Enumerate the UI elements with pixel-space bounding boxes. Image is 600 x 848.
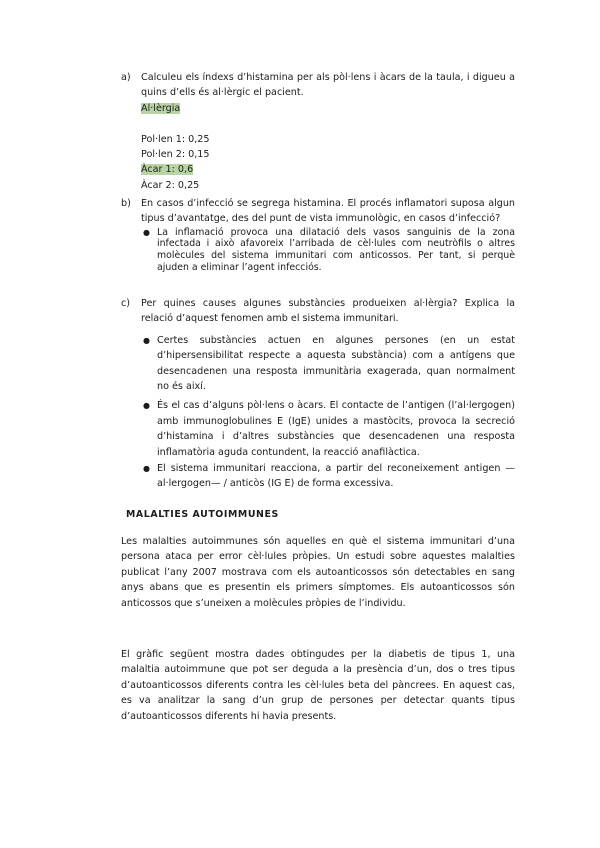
question-c-text: Per quines causes algunes substàncies produeixen al·lèrgia? Explica la relació d’aquest fenomen amb el sistema immunitari.: [141, 298, 515, 325]
question-c-label: c): [121, 298, 131, 309]
list-item: ● El sistema immunitari reacciona, a partir del reconeixement antigen —al·lergogen— / anticòs (IG E) de forma excessiva.: [143, 463, 515, 490]
section-paragraph-2: El gràfic següent mostra dades obtingudes per la diabetis de tipus 1, una malaltia autoimmune que pot ser deguda a la presència d’un, dos o tres tipus d’autoanticossos diferents contra les cèl·lules beta del pàncrees. En aquest cas, es va analitzar la sang d’un grup de persones per detectar quants tipus d’autoanticossos diferents hi havia presents.: [121, 649, 515, 722]
question-b-label: b): [121, 198, 131, 209]
question-b-text: En casos d’infecció se segrega histamina. El procés inflamatori suposa algun tipus d’avantatge, des del punt de vista immunològic, en casos d’infecció?: [141, 198, 515, 225]
value-mite-2: Àcar 2: 0,25: [141, 179, 200, 191]
value-pollen-1: Pol·len 1: 0,25: [141, 133, 210, 145]
bullet-icon: ●: [143, 227, 150, 237]
question-a: [121, 70, 515, 193]
question-b: [121, 196, 515, 273]
allergy-highlight: Al·lèrgia: [141, 102, 181, 114]
section-paragraph-1: Les malalties autoimmunes són aquelles en què el sistema immunitari d’una persona ataca per error cèl·lules pròpies. Un estudi sobre aquestes malalties publicat l’any 2007 mostrava com els autoanticossos són detectables en sang anys abans que es presentin els primers símptomes. Els autoanticossos són anticossos que s’uneixen a molècules pròpies de l’individu.: [121, 536, 515, 609]
list-item: ● És el cas d’alguns pòl·lens o àcars. El contacte de l’antigen (l’al·lergogen) amb immunoglobulines E (IgE) unides a mastòcits, provoca la secreció d’histamina i d’altres substàncies que desencadenen una resposta inflamatòria aguda contundent, la reacció anafilàctica.: [143, 400, 515, 458]
bullet-icon: ●: [143, 464, 150, 474]
value-pollen-2: Pol·len 2: 0,15: [141, 149, 210, 161]
bullet-icon: ●: [143, 401, 150, 411]
question-a-label: a): [121, 72, 131, 83]
question-c: [121, 296, 515, 492]
question-a-text: Calculeu els índexs d’histamina per als pòl·lens i àcars de la taula, i digueu a quins d’ells és al·lèrgic el pacient.: [141, 72, 515, 99]
section-heading: MALALTIES AUTOIMMUNES: [126, 509, 279, 520]
question-c-answers: [141, 333, 515, 492]
bullet-icon: ●: [143, 335, 150, 345]
list-item: ● La inflamació provoca una dilatació dels vasos sanguinis de la zona infectada i això afavoreix l’arribada de cèl·lules com neutròfils o altres molècules del sistema immunitari com anticossos. Per tant, si perquè ajuden a eliminar l’agent infecciós.: [143, 226, 515, 273]
value-mite-1: Àcar 1: 0,6: [141, 164, 194, 176]
question-b-answers: [141, 227, 515, 273]
list-item: ● Certes substàncies actuen en algunes persones (en un estat d’hipersensibilitat respecte a aquesta substància) com a antígens que desencadenen una resposta immunitària exagerada, quan normalment no és així.: [143, 334, 515, 393]
question-a-answer: [141, 101, 515, 193]
